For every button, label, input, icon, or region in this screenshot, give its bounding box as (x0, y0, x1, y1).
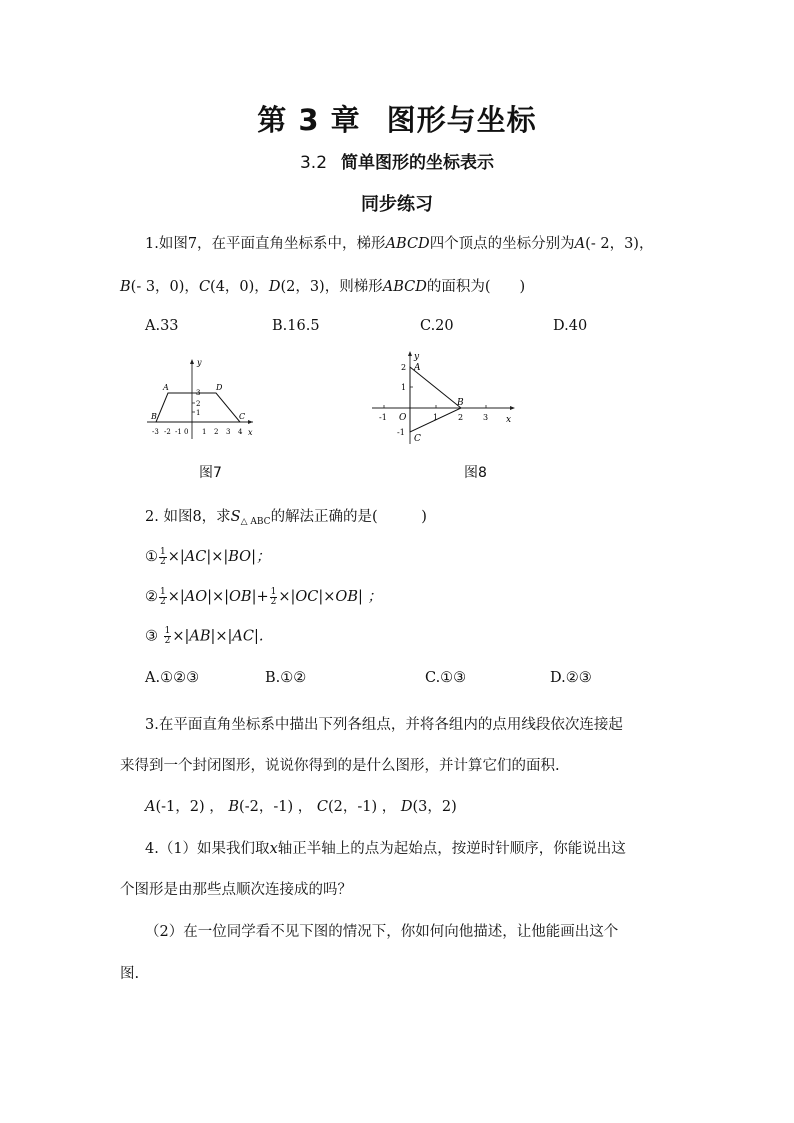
q1-point-a: A (574, 236, 586, 252)
q2-m3-half (164, 627, 172, 646)
fig8-origin: O (399, 413, 407, 423)
fig7-ytick-label-2: 2 (196, 400, 201, 408)
chapter-title (0, 98, 794, 139)
q2-m3-number: ③ (145, 628, 158, 645)
q3-point-d: D (400, 799, 413, 815)
figure-8-caption: 图8 (464, 465, 487, 481)
q3-point-b-coord: (-2，-1) ， (239, 799, 313, 815)
q3-point-a: A (145, 799, 156, 815)
q2-option-c: C.①③ (425, 670, 467, 686)
fig8-label-b: B (457, 398, 464, 408)
q1-point-d: D (268, 279, 281, 295)
fig8-y-label: y (414, 352, 420, 362)
q3-point-b: B (228, 799, 240, 815)
q2-m1-half (159, 548, 167, 567)
q4-line1-b: 轴正半轴上的点为起始点，按逆时针顺序，你能说出这 (277, 841, 626, 857)
fig7-xtick-neg1: -1 (175, 428, 182, 436)
chapter-name: 图形与坐标 (386, 103, 537, 137)
fig8-ytick-label-neg1: -1 (397, 428, 405, 437)
fig7-label-a: A (163, 383, 169, 392)
fig8-xtick-label-neg1: -1 (379, 413, 387, 422)
q2-m3-half-den: 2 (164, 636, 171, 646)
fig8-triangle (410, 367, 464, 432)
q2-method-1 (145, 545, 270, 567)
q1-point-d-coord: (2，3)，则梯形 (280, 279, 383, 295)
q2-option-d: D.②③ (550, 670, 592, 686)
fig7-xtick-3: 3 (226, 428, 231, 436)
fig7-label-b: B (151, 412, 157, 421)
q3-point-d-coord: (3，2) (412, 799, 457, 815)
q1-trapezoid-name-2: ABCD (382, 279, 427, 295)
q1-text-c: 的面积为( ) (426, 279, 526, 295)
figure-7-caption: 图7 (199, 465, 222, 481)
q2-m2-number: ② (145, 589, 158, 605)
q2-m2-half2-den: 2 (270, 596, 277, 607)
q2-m3-body: ×|AB|×|AC|. (172, 628, 264, 645)
fig7-xtick-1: 1 (202, 428, 207, 436)
q2-text-a: 2. 如图8，求 (145, 509, 231, 525)
q2-triangle-subscript: △ ABC (240, 517, 271, 527)
fig8-ytick-label-1: 1 (401, 383, 407, 392)
q4-line1 (145, 837, 626, 858)
q2-m2-half1-num: 1 (160, 586, 166, 597)
q3-line1: 3.在平面直角坐标系中描出下列各组点，并将各组内的点用线段依次连接起 (145, 717, 623, 733)
q4-line1-a: 4.（1）如果我们取 (145, 841, 270, 857)
practice-heading: 同步练习 (361, 194, 433, 215)
q2-m1-half-den: 2 (160, 556, 166, 567)
q4-line4: 图. (120, 966, 140, 982)
fig8-xtick-label-1: 1 (433, 413, 439, 422)
fig8-label-a: A (414, 363, 421, 373)
q2-option-a: A.①②③ (145, 670, 200, 686)
q1-point-a-coord: (- 2，3)， (585, 236, 654, 252)
q1-option-a: A.33 (145, 318, 179, 334)
q2-m1-number: ① (145, 549, 158, 565)
fig7-xtick-neg2: -2 (164, 428, 171, 436)
q2-line1 (145, 505, 427, 527)
q2-method-3 (145, 627, 264, 646)
q2-m2-half2-num: 1 (270, 586, 277, 597)
q1-option-c: C.20 (420, 318, 454, 334)
section-name: 简单图形的坐标表示 (341, 153, 495, 173)
q3-line2: 来得到一个封闭图形，说说你得到的是什么图形，并计算它们的面积. (120, 758, 560, 774)
q2-method-2 (145, 585, 382, 607)
fig7-y-label: y (197, 358, 202, 367)
section-number: 3.2 (299, 153, 328, 173)
q1-option-d: D.40 (553, 318, 588, 334)
fig8-xtick-label-2: 2 (458, 413, 464, 422)
fig7-x-arrow (248, 420, 253, 424)
q2-area-symbol: S (230, 509, 241, 525)
q2-text-b: 的解法正确的是( ) (270, 509, 427, 525)
q2-m1-half-num: 1 (160, 546, 166, 557)
fig7-x-label: x (248, 428, 253, 437)
q1-trapezoid-name: ABCD (385, 236, 430, 252)
figure-7 (145, 355, 265, 445)
q3-point-c-coord: (2，-1) ， (327, 799, 397, 815)
q1-text-b: 四个顶点的坐标分别为 (429, 236, 575, 252)
chapter-number: 第 3 章 (257, 103, 361, 137)
q2-option-b: B.①② (265, 670, 307, 686)
fig7-xtick-2: 2 (214, 428, 219, 436)
q4-x-symbol: x (269, 841, 278, 857)
q2-m2-half-1 (159, 588, 167, 607)
q1-line1 (145, 232, 653, 253)
q2-m3-half-num: 1 (164, 626, 171, 636)
fig7-label-d: D (216, 383, 223, 392)
fig7-xtick-neg3: -3 (152, 428, 159, 436)
fig7-label-c: C (239, 412, 246, 421)
q1-point-c: C (198, 279, 211, 295)
figure-8 (368, 348, 520, 448)
fig8-x-arrow (510, 406, 515, 410)
fig7-xtick-0: 0 (184, 428, 189, 436)
q4-line3: （2）在一位同学看不见下图的情况下，你如何向他描述，让他能画出这个 (145, 924, 619, 940)
fig7-y-arrow (190, 359, 194, 364)
q3-point-c: C (316, 799, 328, 815)
q2-m2-part2: ×|OC|×OB| ； (278, 589, 382, 605)
fig7-ytick-label-1: 1 (196, 409, 201, 417)
q2-m1-body: ×|AC|×|BO|； (167, 549, 271, 565)
q3-point-a-coord: (-1，2) ， (155, 799, 224, 815)
fig8-label-c: C (414, 434, 421, 444)
fig7-ytick-label-3: 3 (196, 389, 201, 397)
q2-m2-half-2 (270, 588, 278, 607)
fig8-x-label: x (506, 415, 512, 425)
fig8-ytick-label-2: 2 (401, 363, 407, 372)
q1-point-b-coord: (- 3，0)， (130, 279, 199, 295)
fig7-xtick-4: 4 (238, 428, 243, 436)
q1-point-b: B (120, 279, 131, 295)
q1-line2 (120, 275, 525, 296)
q4-line2: 个图形是由那些点顺次连接成的吗？ (120, 882, 352, 898)
q2-m2-half1-den: 2 (160, 596, 166, 607)
fig8-y-arrow (408, 351, 412, 356)
section-title (0, 148, 794, 173)
q1-point-c-coord: (4，0)， (210, 279, 269, 295)
q1-option-b: B.16.5 (272, 318, 320, 334)
q2-m2-part1: ×|AO|×|OB|+ (167, 589, 269, 605)
fig8-xtick-label-3: 3 (483, 413, 489, 422)
q1-text-a: 1.如图7，在平面直角坐标系中，梯形 (145, 236, 386, 252)
q3-points (145, 795, 457, 816)
